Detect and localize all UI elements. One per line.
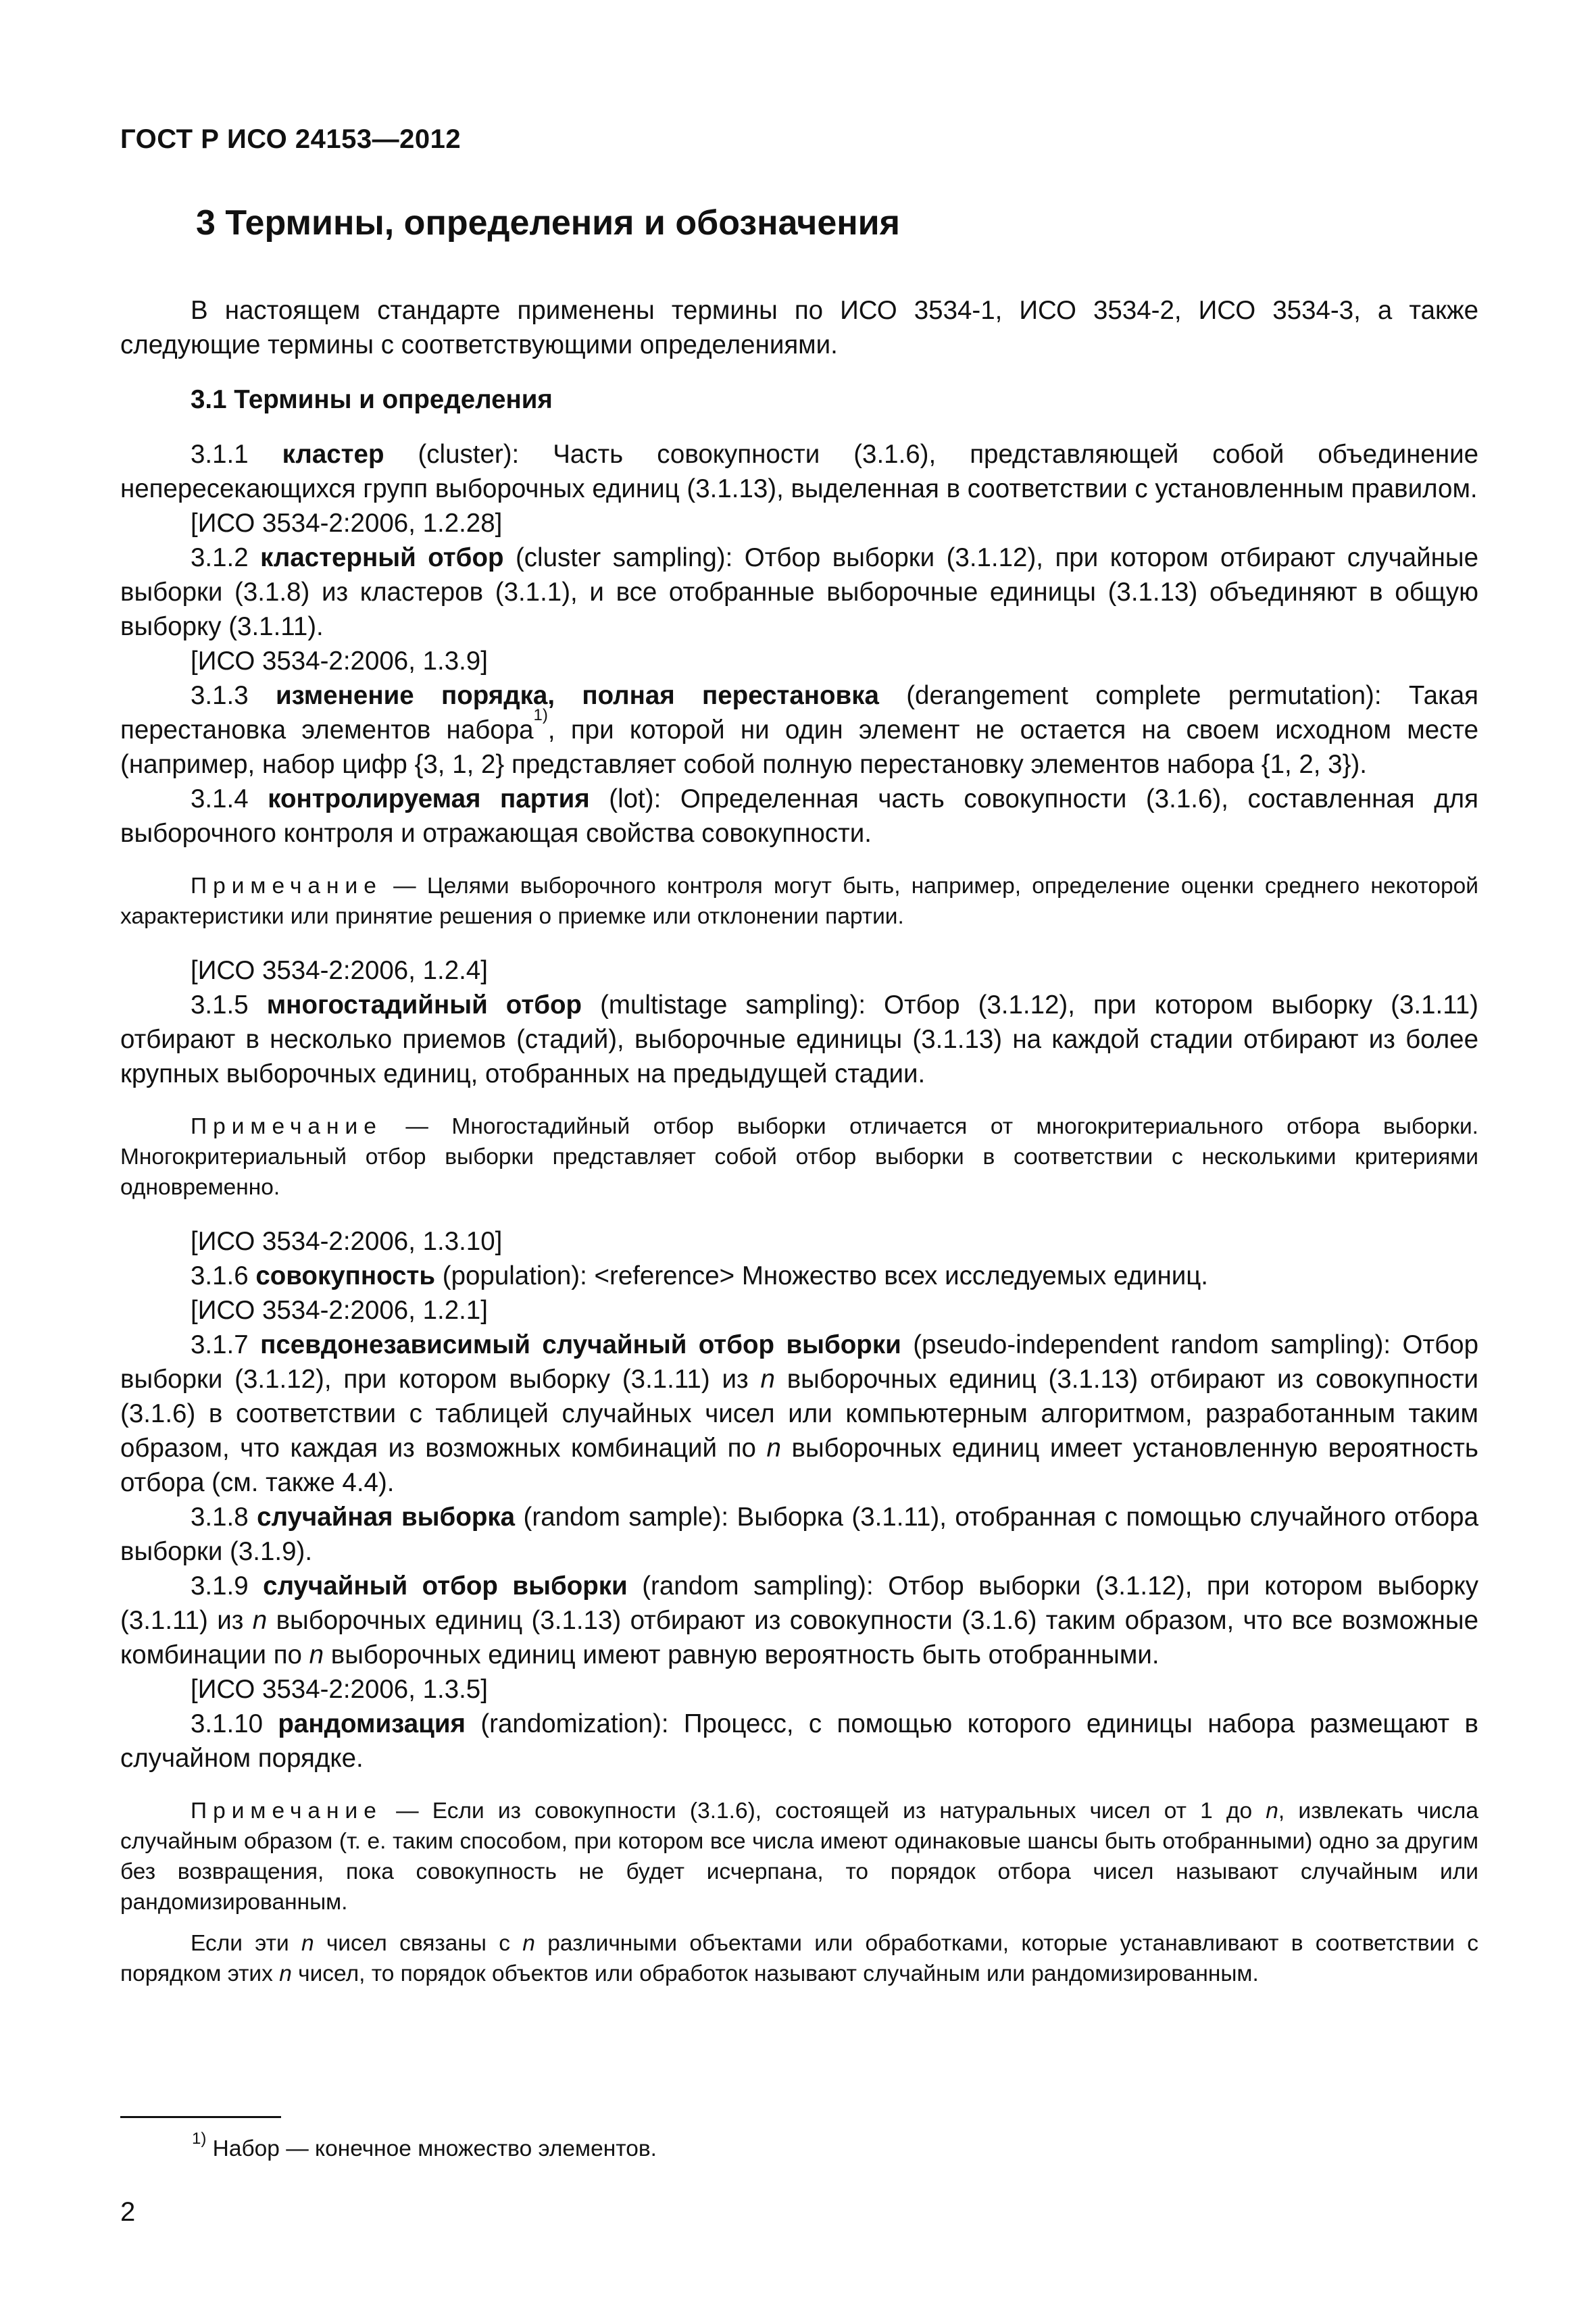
variable-n: n [252, 1606, 268, 1635]
term-source: [ИСО 3534-2:2006, 1.2.1] [191, 1296, 488, 1325]
term-name: кластерный отбор [260, 543, 504, 572]
note-label: Примечание [191, 874, 382, 899]
term-entry [120, 1569, 1478, 1672]
note-text: — Многостадийный отбор выборки отличается от многокритериального отбора выборки. Многокритериальный отбор выборки представляет собой отбор выборки в соответствии с несколькими критериями одновременно. [120, 1114, 1478, 1200]
note-text: — Если из совокупности (3.1.6), состоящей из натуральных чисел от 1 до [382, 1799, 1266, 1823]
note-text: чисел связаны с [314, 1931, 523, 1956]
term-source: [ИСО 3534-2:2006, 1.3.10] [191, 1227, 503, 1256]
term-name: случайный отбор выборки [263, 1571, 628, 1601]
variable-n: n [279, 1961, 292, 1986]
term-definition: (lot): Определенная часть совокупности (3.1.6), составленная для выборочного контроля и отражающая свойства совокупности. [120, 784, 1478, 848]
footnote-text: Набор — конечное множество элементов. [206, 2136, 657, 2161]
term-entry [120, 1259, 1478, 1293]
footnote [192, 2130, 657, 2162]
page-content [120, 189, 1478, 2011]
term-number: 3.1.10 [191, 1709, 264, 1738]
term-name: псевдонезависимый случайный отбор выборки [260, 1330, 901, 1359]
term-name: контролируемая партия [268, 784, 590, 813]
note-label: Примечание [191, 1799, 382, 1823]
note-text: чисел, то порядок объектов или обработок называют случайным или рандомизированным. [291, 1961, 1259, 1986]
term-definition: (random sampling): Отбор выборки (3.1.12), при котором выборку (3.1.11) из [120, 1571, 1478, 1635]
term-entry [120, 988, 1478, 1091]
term-note [120, 1111, 1478, 1203]
term-definition: (derangement complete permutation): Такая перестановка элементов набора [120, 681, 1478, 745]
variable-n: n [309, 1640, 324, 1669]
note-text: Если эти [191, 1931, 301, 1956]
term-entry [120, 1328, 1478, 1500]
footnote-marker: 1) [192, 2130, 207, 2148]
term-source: [ИСО 3534-2:2006, 1.3.5] [191, 1675, 488, 1704]
term-entry [120, 678, 1478, 782]
section-title: 3 Термины, определения и обозначения [196, 203, 900, 243]
variable-n: n [766, 1434, 781, 1463]
term-entry [120, 437, 1478, 506]
term-name: рандомизация [278, 1709, 466, 1738]
page-number: 2 [120, 2197, 136, 2227]
variable-n: n [522, 1931, 535, 1956]
term-note-continuation [120, 1928, 1478, 1989]
term-entry [120, 1707, 1478, 1776]
term-number: 3.1.5 [191, 990, 249, 1020]
term-number: 3.1.1 [191, 440, 249, 469]
term-definition: выборочных единиц (3.1.13) отбирают из совокупности (3.1.6) в соответствии с таблицей случайных чисел или компьютерным алгоритмом, разработанным таким образом, что каждая из возможных комбинаций по [120, 1365, 1478, 1463]
note-text: — Целями выборочного контроля могут быть, например, определение оценки среднего некоторой характеристики или принятие решения о приемке или отклонении партии. [120, 874, 1478, 929]
term-definition: (randomization): Процесс, с помощью которого единицы набора размещают в случайном порядке. [120, 1709, 1478, 1773]
note-text: различными объектами или обработками, которые устанавливают в соответствии с порядком этих [120, 1931, 1479, 1986]
term-definition: выборочных единиц (3.1.13) отбирают из совокупности (3.1.6) таким образом, что все возможные комбинации по [120, 1606, 1478, 1669]
term-definition: выборочных единиц имеет установленную вероятность отбора (см. также 4.4). [120, 1434, 1478, 1497]
term-definition: (population): <reference> Множество всех исследуемых единиц. [435, 1261, 1208, 1290]
term-name: кластер [282, 440, 384, 469]
term-source: [ИСО 3534-2:2006, 1.2.28] [191, 509, 503, 538]
term-source: [ИСО 3534-2:2006, 1.2.4] [191, 956, 488, 985]
term-name: случайная выборка [257, 1503, 516, 1532]
term-definition: (cluster): Часть совокупности (3.1.6), представляющей собой объединение непересекающихся групп выборочных единиц (3.1.13), выделенная в соответствии с установленным правилом. [120, 440, 1478, 503]
note-text: , извлекать числа случайным образом (т. е. таким способом, при котором все числа имеют одинаковые шансы быть отобранными) одно за другим без возвращения, пока совокупность не будет исчерпана, то порядок отбора чисел называют случайным или рандомизированным. [120, 1799, 1478, 1915]
variable-n: n [301, 1931, 314, 1956]
term-number: 3.1.7 [191, 1330, 249, 1359]
term-name: изменение порядка, полная перестановка [275, 681, 879, 710]
term-name: совокупность [255, 1261, 436, 1290]
term-number: 3.1.8 [191, 1503, 249, 1532]
term-definition: (pseudo-independent random sampling): Отбор выборки (3.1.12), при котором выборку (3.1.11) из [120, 1330, 1478, 1394]
standard-header: ГОСТ Р ИСО 24153—2012 [120, 124, 462, 154]
term-definition: (cluster sampling): Отбор выборки (3.1.12), при котором отбирают случайные выборки (3.1.8) из кластеров (3.1.1), и все отобранные выборочные единицы (3.1.13) объединяют в общую выборку (3.1.11). [120, 543, 1478, 641]
footnote-divider [120, 2116, 281, 2118]
term-entry [120, 1500, 1478, 1569]
variable-n: n [760, 1365, 775, 1394]
term-definition: (multistage sampling): Отбор (3.1.12), при котором выборку (3.1.11) отбирают в несколько приемов (стадий), выборочные единицы (3.1.13) на каждой стадии отбирают из более крупных выборочных единиц, отобранных на предыдущей стадии. [120, 990, 1479, 1088]
term-entry [120, 782, 1478, 851]
note-label: Примечание [191, 1114, 382, 1139]
term-name: многостадийный отбор [266, 990, 582, 1020]
term-definition: , при которой ни один элемент не остается на своем исходном месте (например, набор цифр {3, 1, 2} представляет собой полную перестановку элементов набора {1, 2, 3}). [120, 715, 1479, 779]
term-note [120, 1796, 1478, 1917]
intro-paragraph: В настоящем стандарте применены термины по ИСО 3534-1, ИСО 3534-2, ИСО 3534-3, а также следующие термины с соответствующими определениями. [120, 296, 1478, 359]
term-source: [ИСО 3534-2:2006, 1.3.9] [191, 647, 488, 676]
term-number: 3.1.2 [191, 543, 249, 572]
term-note [120, 871, 1478, 932]
term-number: 3.1.3 [191, 681, 249, 710]
term-number: 3.1.6 [191, 1261, 249, 1290]
term-entry [120, 540, 1478, 644]
term-definition: выборочных единиц имеют равную вероятность быть отобранными. [324, 1640, 1159, 1669]
footnote-reference: 1) [533, 706, 548, 724]
variable-n: n [1266, 1799, 1278, 1823]
term-number: 3.1.4 [191, 784, 249, 813]
term-definition: (random sample): Выборка (3.1.11), отобранная с помощью случайного отбора выборки (3.1.9). [120, 1503, 1478, 1566]
term-number: 3.1.9 [191, 1571, 249, 1601]
subsection-title: 3.1 Термины и определения [191, 385, 553, 414]
